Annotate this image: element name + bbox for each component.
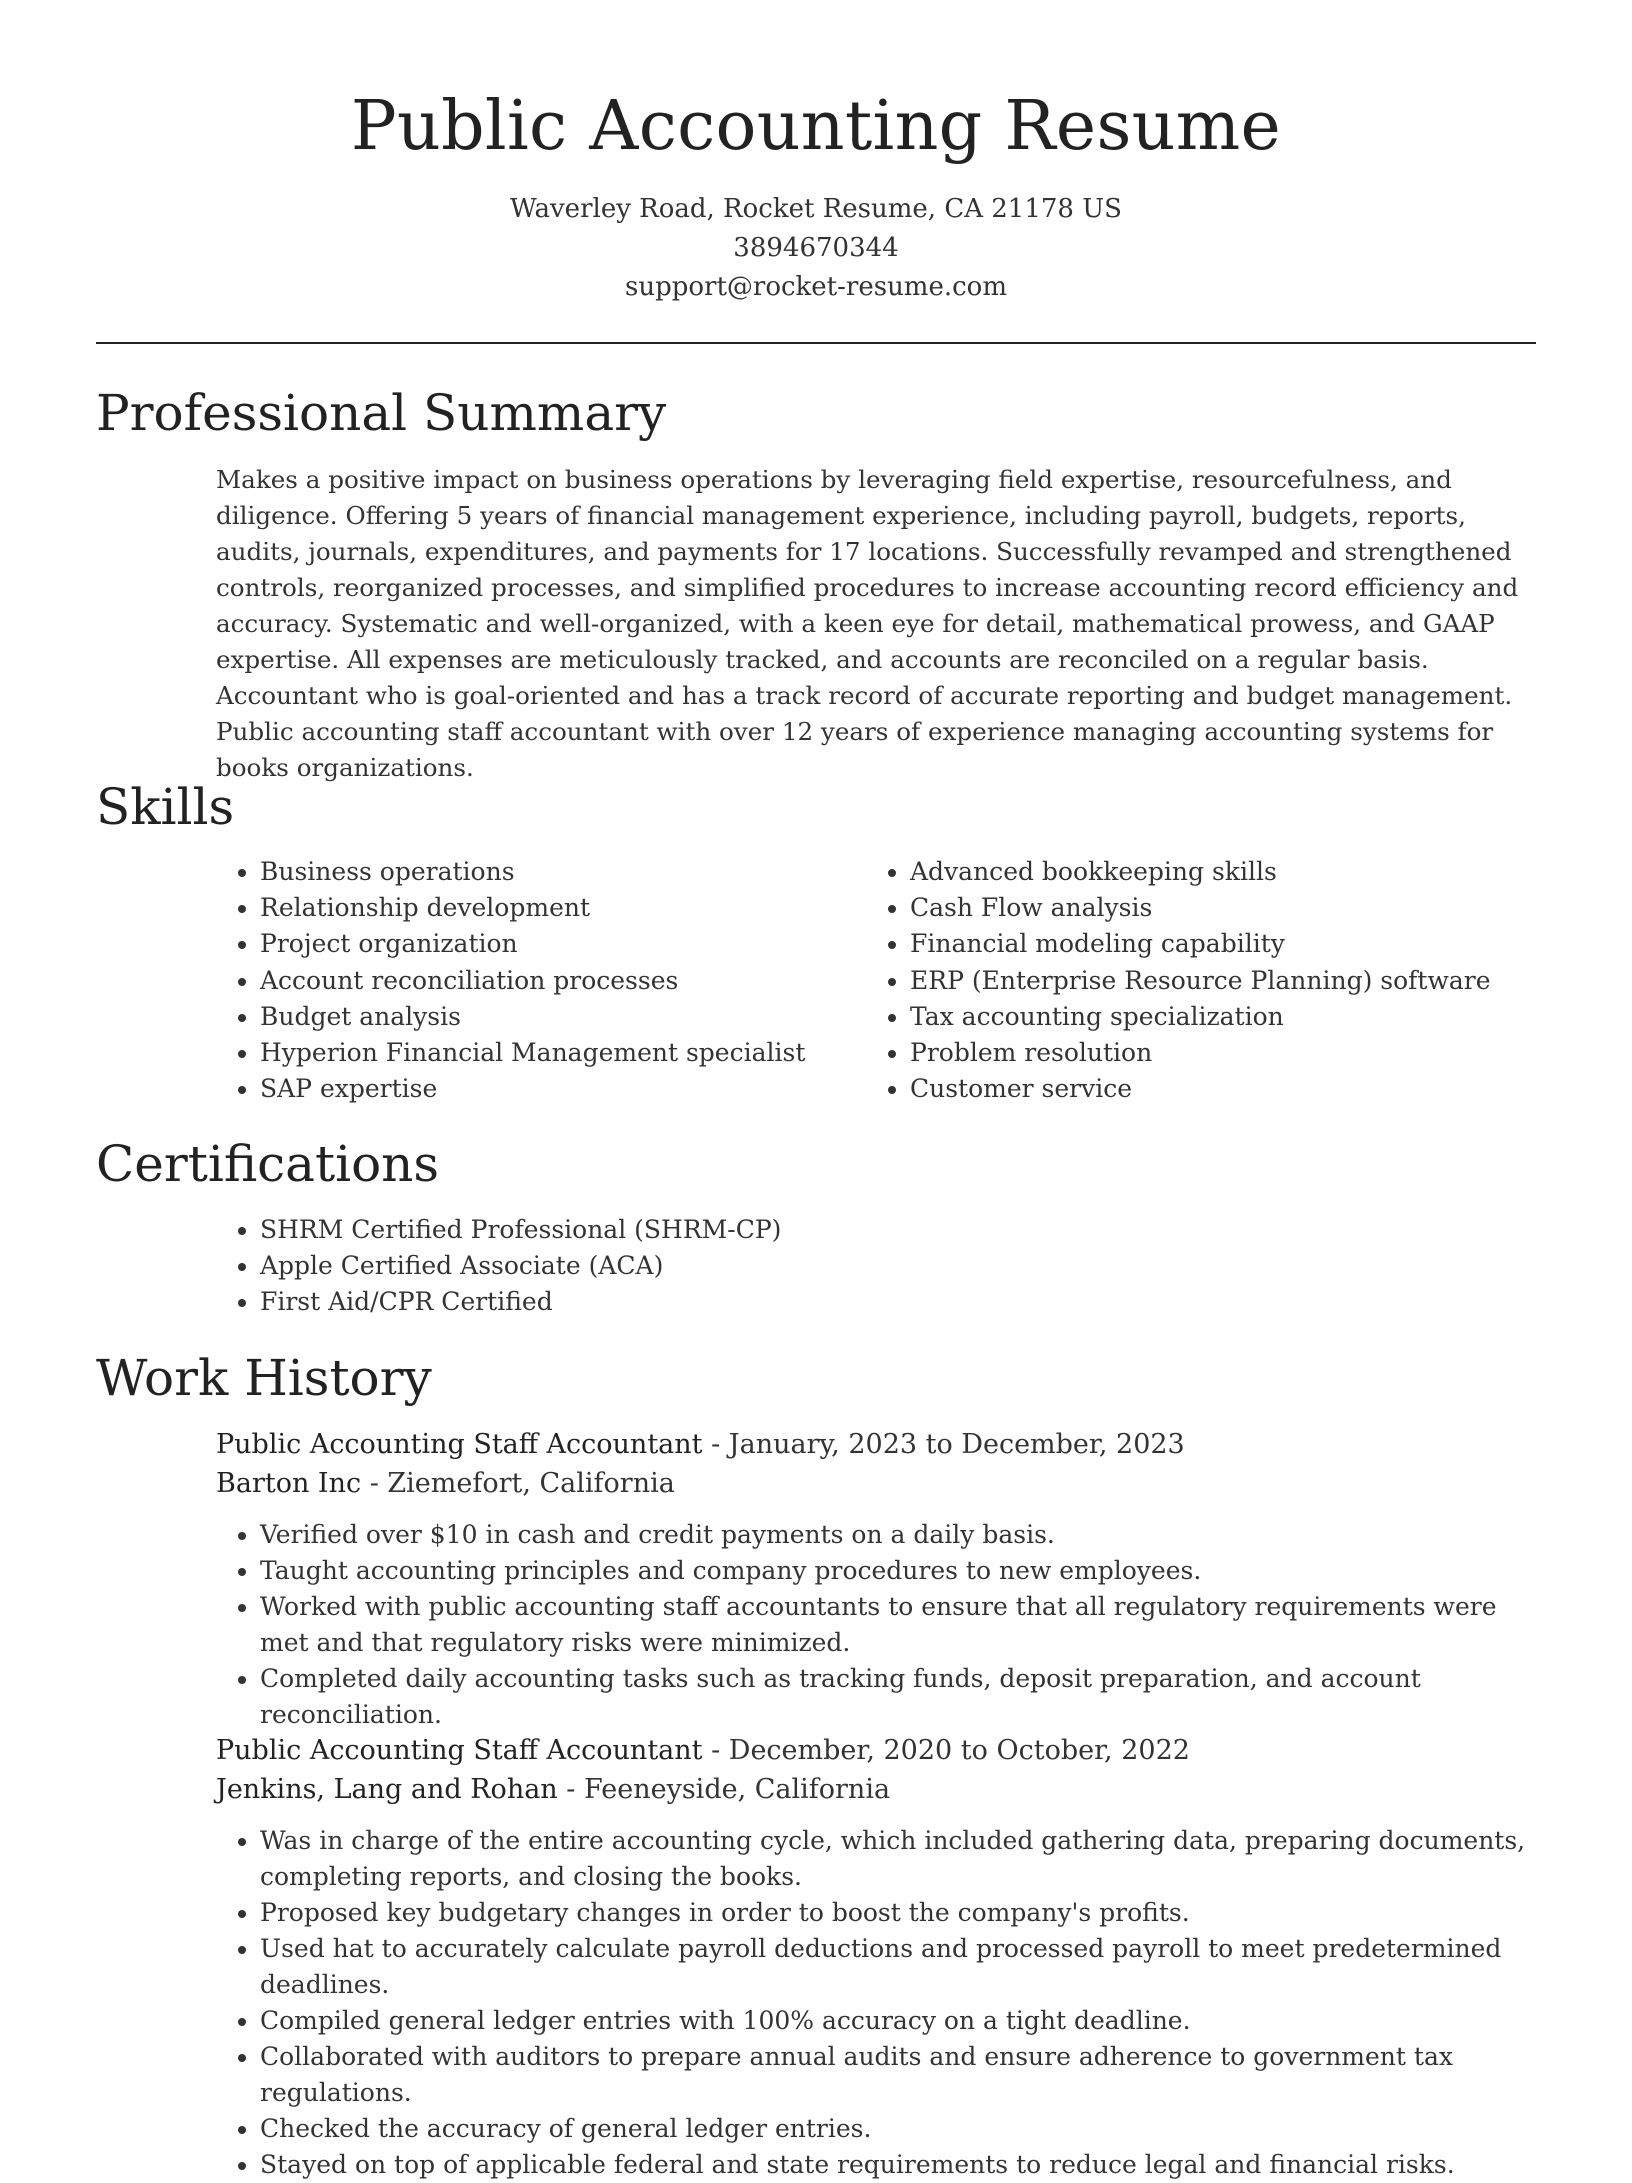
list-item: • Collaborated with auditors to prepare annual audits and ensure adherence to government tax regulations.	[260, 2039, 1546, 2111]
list-item: • Used hat to accurately calculate payroll deductions and processed payroll to meet predetermined deadlines.	[260, 1931, 1546, 2003]
list-item: • Checked the accuracy of general ledger entries.	[260, 2111, 1546, 2147]
certifications-block	[216, 1212, 1536, 1321]
list-item: • Account reconciliation processes	[260, 963, 856, 999]
job-company-line	[216, 1770, 1546, 1809]
address-text: Waverley Road, Rocket Resume, CA 21178 US	[510, 194, 1122, 224]
list-item: • Budget analysis	[260, 999, 856, 1035]
list-item: • Tax accounting specialization	[910, 999, 1546, 1035]
job-role: Public Accounting Staff Accountant	[216, 1735, 703, 1766]
resume-header	[0, 0, 1632, 307]
list-item: • Proposed key budgetary changes in order to boost the company's profits.	[260, 1895, 1546, 1931]
list-item: • Project organization	[260, 926, 856, 962]
list-item: • Advanced bookkeeping skills	[910, 854, 1546, 890]
job-entry	[216, 1425, 1546, 1733]
job-duties-list	[216, 1517, 1546, 1733]
list-item: • Was in charge of the entire accounting cycle, which included gathering data, preparing documents, completing reports, and closing the books.	[260, 1823, 1546, 1895]
summary-text: Makes a positive impact on business operations by leveraging field expertise, resourcefulness, and diligence. Offering 5 years of financial management experience, including payroll, budgets, reports, audits, journals, expenditures, and payments for 17 locations. Successfully revamped and strengthened controls, reorganized processes, and simplified procedures to increase accounting record efficiency and accuracy. Systematic and well-organized, with a keen eye for detail, mathematical prowess, and GAAP expertise. All expenses are meticulously tracked, and accounts are reconciled on a regular basis. Accountant who is goal-oriented and has a track record of accurate reporting and budget management. Public accounting staff accountant with over 12 years of experience managing accounting systems for books organizations.	[216, 465, 1519, 782]
job-title-line	[216, 1425, 1546, 1464]
list-item: • SHRM Certified Professional (SHRM-CP)	[260, 1212, 1536, 1248]
skills-column-right	[866, 854, 1546, 1107]
skills-column-left	[216, 854, 856, 1107]
list-item: • ERP (Enterprise Resource Planning) software	[910, 963, 1546, 999]
job-company: Jenkins, Lang and Rohan	[216, 1774, 558, 1805]
skills-list-left	[216, 854, 856, 1107]
header-divider	[96, 342, 1536, 344]
job-dates: - December, 2020 to October, 2022	[702, 1735, 1190, 1766]
certifications-heading: Certifications	[96, 1135, 440, 1193]
list-item: • SAP expertise	[260, 1071, 856, 1107]
list-item: • Worked with public accounting staff accountants to ensure that all regulatory requirements were met and that regulatory risks were minimized.	[260, 1589, 1546, 1661]
job-location: - Ziemefort, California	[361, 1468, 675, 1499]
email-text: support@rocket-resume.com	[624, 272, 1007, 302]
job-role: Public Accounting Staff Accountant	[216, 1429, 703, 1460]
list-item: • Relationship development	[260, 890, 856, 926]
job-entry	[216, 1731, 1546, 2183]
list-item: • Cash Flow analysis	[910, 890, 1546, 926]
resume-title: Public Accounting Resume	[350, 87, 1282, 166]
skills-heading: Skills	[96, 778, 235, 836]
job-dates: - January, 2023 to December, 2023	[702, 1429, 1185, 1460]
list-item: • Compiled general ledger entries with 100% accuracy on a tight deadline.	[260, 2003, 1546, 2039]
list-item: • Completed daily accounting tasks such as tracking funds, deposit preparation, and account reconciliation.	[260, 1661, 1546, 1733]
list-item: • First Aid/CPR Certified	[260, 1284, 1536, 1320]
job-title-line	[216, 1731, 1546, 1770]
job-company-line	[216, 1464, 1546, 1503]
contact-info	[0, 190, 1632, 307]
list-item: • Hyperion Financial Management specialist	[260, 1035, 856, 1071]
skills-list-right	[866, 854, 1546, 1107]
job-location: - Feeneyside, California	[557, 1774, 891, 1805]
list-item: • Verified over $10 in cash and credit payments on a daily basis.	[260, 1517, 1546, 1553]
list-item: • Customer service	[910, 1071, 1546, 1107]
job-company: Barton Inc	[216, 1468, 362, 1499]
summary-heading: Professional Summary	[96, 384, 667, 442]
list-item: • Apple Certified Associate (ACA)	[260, 1248, 1536, 1284]
list-item: • Taught accounting principles and company procedures to new employees.	[260, 1553, 1546, 1589]
list-item: • Problem resolution	[910, 1035, 1546, 1071]
certifications-list	[216, 1212, 1536, 1321]
list-item: • Financial modeling capability	[910, 926, 1546, 962]
work-history-heading: Work History	[96, 1349, 432, 1407]
job-duties-list	[216, 1823, 1546, 2183]
list-item: • Business operations	[260, 854, 856, 890]
list-item: • Stayed on top of applicable federal and state requirements to reduce legal and financial risks.	[260, 2147, 1546, 2183]
phone-text: 3894670344	[733, 233, 899, 263]
